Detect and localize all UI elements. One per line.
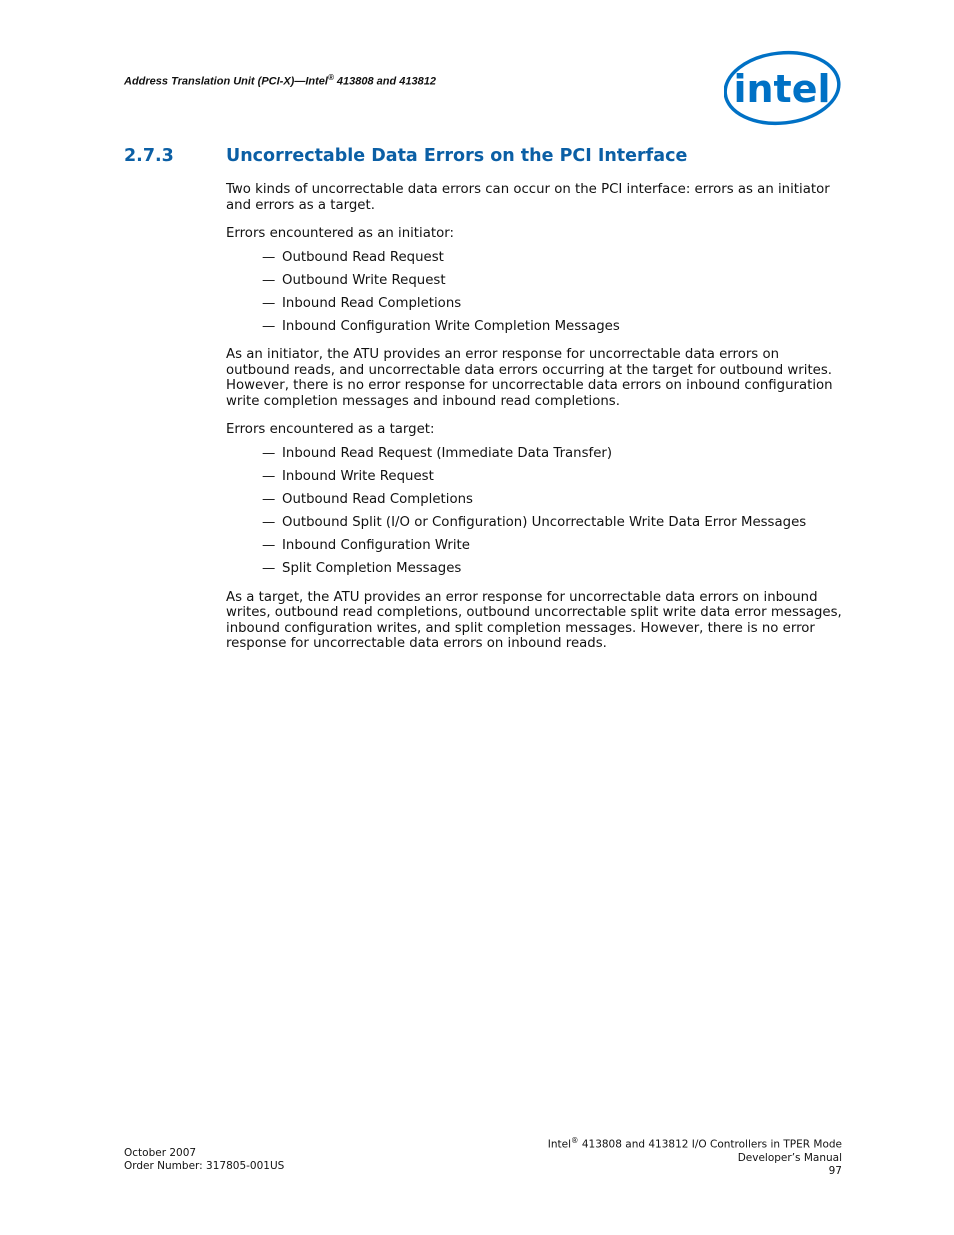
list-item: — Outbound Read Completions [262, 491, 473, 507]
initiator-list [226, 250, 846, 335]
body-text [226, 182, 846, 665]
section-heading [124, 146, 687, 166]
section-title: Uncorrectable Data Errors on the PCI Interface [226, 146, 688, 166]
list-item: — Outbound Read Request [262, 249, 444, 265]
initiator-paragraph: As an initiator, the ATU provides an error response for uncorrectable data errors on outbound reads, and uncorrectable data errors occurring at the target for outbound writes. However, there is no error response for uncorrectable data errors on inbound configuration write completion messages and inbound read completions. [226, 347, 833, 409]
intel-logo-text: intel [733, 67, 831, 111]
list-item: — Inbound Read Completions [262, 295, 462, 311]
intro-paragraph: Two kinds of uncorrectable data errors can occur on the PCI interface: errors as an initiator and errors as a target. [226, 182, 830, 213]
footer-date: October 2007 [124, 1147, 197, 1159]
list-item: — Inbound Configuration Write [262, 538, 470, 554]
registered-mark: ® [571, 1136, 579, 1145]
footer-right [548, 1134, 842, 1178]
list-item: — Split Completion Messages [262, 561, 462, 577]
target-paragraph: As a target, the ATU provides an error response for uncorrectable data errors on inbound writes, outbound read completions, outbound uncorrectable split write data error messages, inbound configuration writes, and split completion messages. However, there is no error response for uncorrectable data errors on inbound reads. [226, 589, 842, 652]
running-header-prefix: Address Translation Unit (PCI-X)—Intel [124, 75, 328, 88]
list-item: — Outbound Split (I/O or Configuration) Uncorrectable Write Data Error Messages [262, 515, 807, 531]
footer-order-number: Order Number: 317805-001US [124, 1160, 285, 1172]
section-number: 2.7.3 [124, 146, 174, 166]
footer-page-number: 97 [828, 1164, 842, 1177]
initiator-heading: Errors encountered as an initiator: [226, 226, 454, 241]
intel-logo [724, 50, 842, 126]
running-header [124, 73, 436, 88]
footer-left [124, 1147, 284, 1173]
running-header-suffix: 413808 and 413812 [333, 75, 436, 88]
registered-mark: ® [327, 73, 334, 82]
footer-doc-title: Intel® 413808 and 413812 I/O Controllers in TPER Mode [547, 1136, 842, 1151]
list-item: — Inbound Configuration Write Completion Messages [262, 318, 620, 334]
target-list [226, 446, 846, 577]
footer-doc-type: Developer’s Manual [737, 1151, 842, 1164]
list-item: — Inbound Read Request (Immediate Data Transfer) [262, 445, 613, 461]
target-heading: Errors encountered as a target: [226, 422, 435, 438]
list-item: — Outbound Write Request [262, 272, 446, 288]
list-item: — Inbound Write Request [262, 468, 434, 484]
